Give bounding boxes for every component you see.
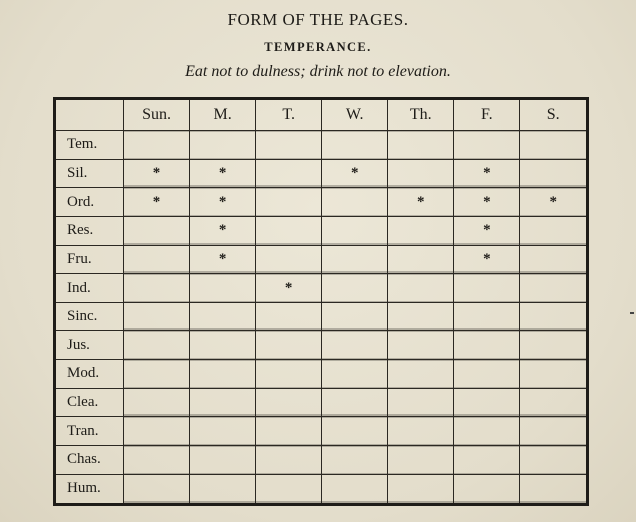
mark-cell-mon bbox=[190, 446, 256, 475]
mark-cell-tue bbox=[256, 159, 322, 188]
table-row bbox=[56, 216, 586, 245]
day-header-sat: S. bbox=[520, 100, 586, 131]
mark-cell-tue bbox=[256, 331, 322, 360]
mark-cell-thu bbox=[388, 302, 454, 331]
mark-cell-sun bbox=[124, 216, 190, 245]
mark-cell-sun bbox=[124, 131, 190, 160]
mark-cell-sun bbox=[124, 417, 190, 446]
mark-cell-thu bbox=[388, 474, 454, 503]
virtue-chart bbox=[53, 97, 589, 506]
mark-cell-sat bbox=[520, 274, 586, 303]
mark-cell-fri: * bbox=[454, 159, 520, 188]
mark-cell-sun bbox=[124, 274, 190, 303]
mark-cell-wed bbox=[322, 360, 388, 389]
mark-cell-sat bbox=[520, 245, 586, 274]
mark-cell-sun bbox=[124, 302, 190, 331]
mark-cell-sat bbox=[520, 159, 586, 188]
mark-cell-sat bbox=[520, 388, 586, 417]
day-header-thu: Th. bbox=[388, 100, 454, 131]
mark-cell-mon bbox=[190, 302, 256, 331]
mark-cell-mon bbox=[190, 274, 256, 303]
mark-cell-wed bbox=[322, 474, 388, 503]
day-header-sun: Sun. bbox=[124, 100, 190, 131]
mark-cell-sat bbox=[520, 446, 586, 475]
corner-cell bbox=[56, 100, 124, 131]
mark-cell-sun: * bbox=[124, 159, 190, 188]
mark-cell-wed bbox=[322, 331, 388, 360]
virtue-label: Hum. bbox=[56, 474, 124, 503]
mark-cell-thu bbox=[388, 245, 454, 274]
table-row bbox=[56, 302, 586, 331]
mark-cell-sat bbox=[520, 302, 586, 331]
page-subtitle: TEMPERANCE. bbox=[264, 40, 372, 54]
mark-cell-mon: * bbox=[190, 245, 256, 274]
mark-cell-tue bbox=[256, 360, 322, 389]
mark-cell-sat bbox=[520, 131, 586, 160]
virtue-label: Ind. bbox=[56, 274, 124, 303]
table-row bbox=[56, 131, 586, 160]
table-row bbox=[56, 159, 586, 188]
mark-cell-fri: * bbox=[454, 216, 520, 245]
mark-cell-fri bbox=[454, 274, 520, 303]
mark-cell-fri: * bbox=[454, 245, 520, 274]
day-header-mon: M. bbox=[190, 100, 256, 131]
mark-cell-fri bbox=[454, 388, 520, 417]
mark-cell-thu bbox=[388, 216, 454, 245]
table-row bbox=[56, 446, 586, 475]
mark-cell-sat bbox=[520, 360, 586, 389]
mark-cell-mon bbox=[190, 474, 256, 503]
mark-cell-thu bbox=[388, 159, 454, 188]
mark-cell-mon bbox=[190, 417, 256, 446]
mark-cell-sun bbox=[124, 388, 190, 417]
table-row bbox=[56, 188, 586, 217]
table-row bbox=[56, 331, 586, 360]
virtue-motto: Eat not to dulness; drink not to elevation. bbox=[185, 63, 451, 80]
mark-cell-tue: * bbox=[256, 274, 322, 303]
mark-cell-fri: * bbox=[454, 188, 520, 217]
mark-cell-sun bbox=[124, 245, 190, 274]
page-title: FORM OF THE PAGES. bbox=[227, 10, 409, 29]
mark-cell-tue bbox=[256, 446, 322, 475]
table-row bbox=[56, 474, 586, 503]
day-header-tue: T. bbox=[256, 100, 322, 131]
mark-cell-tue bbox=[256, 216, 322, 245]
virtue-label: Sinc. bbox=[56, 302, 124, 331]
virtue-label: Fru. bbox=[56, 245, 124, 274]
mark-cell-tue bbox=[256, 417, 322, 446]
virtue-label: Jus. bbox=[56, 331, 124, 360]
mark-cell-thu bbox=[388, 388, 454, 417]
mark-cell-mon: * bbox=[190, 188, 256, 217]
mark-cell-sun bbox=[124, 446, 190, 475]
table-row bbox=[56, 274, 586, 303]
mark-cell-fri bbox=[454, 474, 520, 503]
mark-cell-fri bbox=[454, 446, 520, 475]
mark-cell-wed bbox=[322, 302, 388, 331]
mark-cell-sat bbox=[520, 474, 586, 503]
virtue-table bbox=[56, 100, 586, 503]
mark-cell-tue bbox=[256, 245, 322, 274]
mark-cell-fri bbox=[454, 360, 520, 389]
virtue-label: Sil. bbox=[56, 159, 124, 188]
mark-cell-sun bbox=[124, 474, 190, 503]
mark-cell-wed bbox=[322, 417, 388, 446]
virtue-label: Res. bbox=[56, 216, 124, 245]
mark-cell-thu bbox=[388, 417, 454, 446]
mark-cell-wed: * bbox=[322, 159, 388, 188]
mark-cell-thu bbox=[388, 131, 454, 160]
table-row bbox=[56, 360, 586, 389]
mark-cell-mon bbox=[190, 331, 256, 360]
day-header-row bbox=[56, 100, 586, 131]
virtue-label: Ord. bbox=[56, 188, 124, 217]
mark-cell-fri bbox=[454, 131, 520, 160]
table-row bbox=[56, 417, 586, 446]
mark-cell-mon bbox=[190, 360, 256, 389]
table-row bbox=[56, 245, 586, 274]
mark-cell-mon bbox=[190, 388, 256, 417]
mark-cell-thu: * bbox=[388, 188, 454, 217]
day-header-wed: W. bbox=[322, 100, 388, 131]
mark-cell-tue bbox=[256, 131, 322, 160]
mark-cell-sat bbox=[520, 417, 586, 446]
virtue-rows bbox=[56, 131, 586, 504]
mark-cell-thu bbox=[388, 331, 454, 360]
mark-cell-sun: * bbox=[124, 188, 190, 217]
mark-cell-wed bbox=[322, 388, 388, 417]
virtue-label: Tran. bbox=[56, 417, 124, 446]
mark-cell-tue bbox=[256, 188, 322, 217]
mark-cell-fri bbox=[454, 302, 520, 331]
day-header-fri: F. bbox=[454, 100, 520, 131]
mark-cell-thu bbox=[388, 360, 454, 389]
table-row bbox=[56, 388, 586, 417]
mark-cell-sun bbox=[124, 360, 190, 389]
mark-cell-sat bbox=[520, 216, 586, 245]
mark-cell-fri bbox=[454, 331, 520, 360]
mark-cell-tue bbox=[256, 388, 322, 417]
virtue-label: Mod. bbox=[56, 360, 124, 389]
mark-cell-sat bbox=[520, 331, 586, 360]
mark-cell-wed bbox=[322, 446, 388, 475]
page-edge-mark bbox=[630, 312, 634, 314]
virtue-label: Clea. bbox=[56, 388, 124, 417]
mark-cell-thu bbox=[388, 446, 454, 475]
mark-cell-wed bbox=[322, 274, 388, 303]
mark-cell-mon: * bbox=[190, 159, 256, 188]
mark-cell-mon: * bbox=[190, 216, 256, 245]
mark-cell-wed bbox=[322, 188, 388, 217]
mark-cell-mon bbox=[190, 131, 256, 160]
mark-cell-sat: * bbox=[520, 188, 586, 217]
mark-cell-fri bbox=[454, 417, 520, 446]
mark-cell-tue bbox=[256, 474, 322, 503]
mark-cell-wed bbox=[322, 245, 388, 274]
mark-cell-wed bbox=[322, 216, 388, 245]
virtue-label: Chas. bbox=[56, 446, 124, 475]
virtue-label: Tem. bbox=[56, 131, 124, 160]
mark-cell-tue bbox=[256, 302, 322, 331]
mark-cell-wed bbox=[322, 131, 388, 160]
mark-cell-sun bbox=[124, 331, 190, 360]
mark-cell-thu bbox=[388, 274, 454, 303]
